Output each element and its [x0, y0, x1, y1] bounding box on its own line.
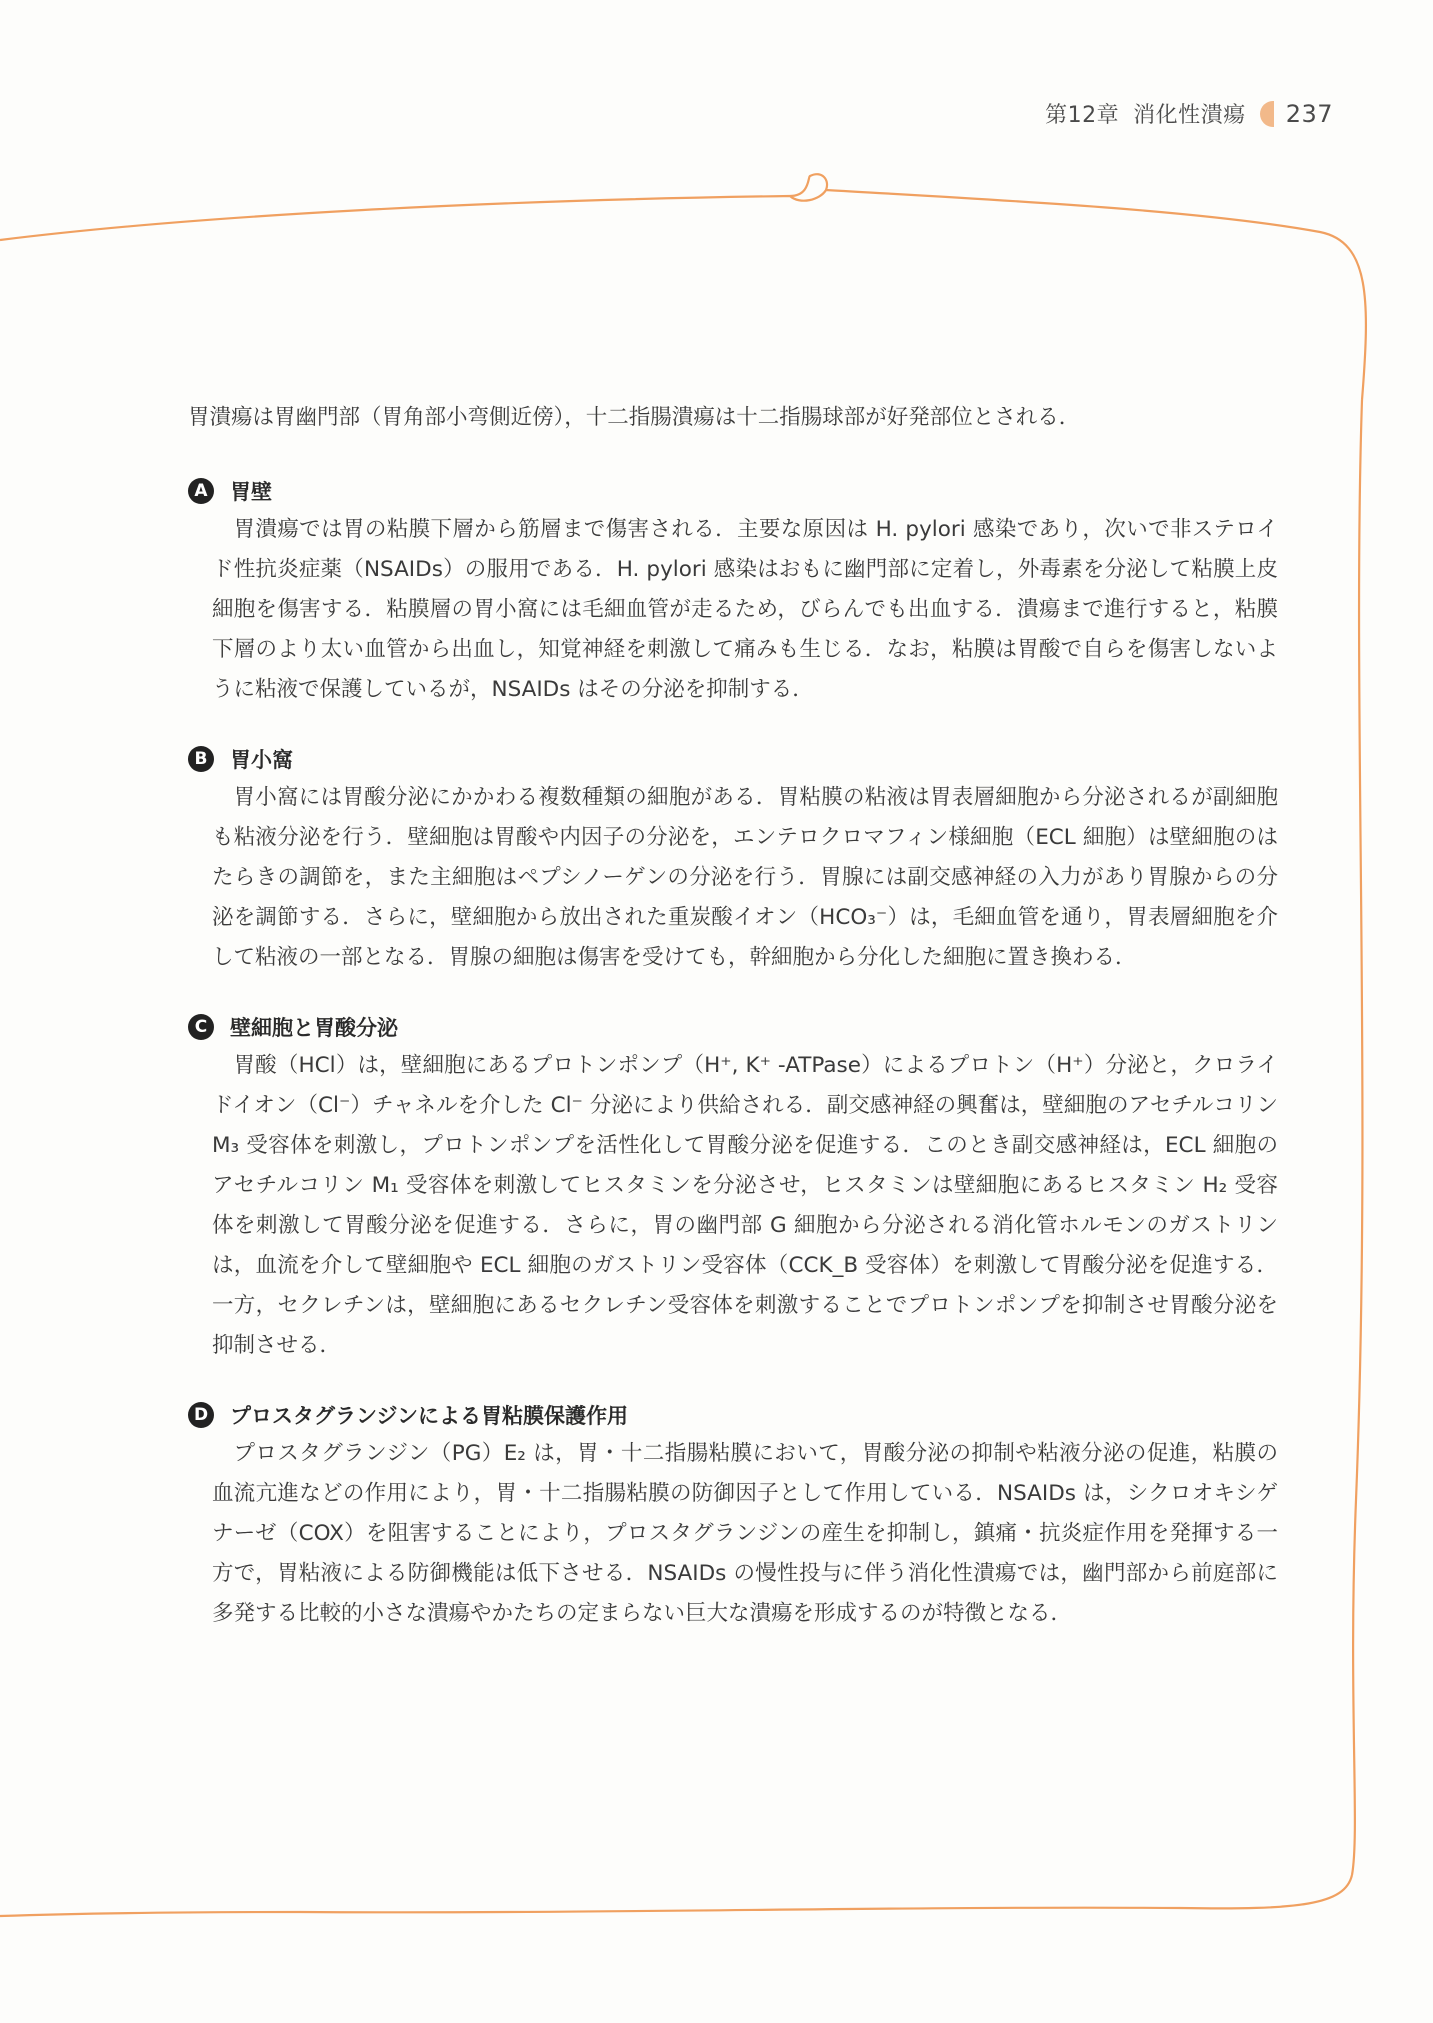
section-d — [188, 1400, 1278, 1634]
frame-right-border — [1352, 400, 1362, 1875]
section-heading — [188, 1012, 1278, 1042]
section-letter-badge: C — [188, 1014, 214, 1040]
frame-top-border — [0, 174, 1366, 400]
section-body: 胃潰瘍では胃の粘膜下層から筋層まで傷害される．主要な原因は H. pylori 感染であり，次いで非ステロイド性抗炎症薬（NSAIDs）の服用である．H. pylori 感染はおもに幽門部に定着し，外毒素を分泌して粘膜上皮細胞を傷害する．粘膜層の胃小窩には毛細血管が走るため，びらんでも出血する．潰瘍まで進行すると，粘膜下層のより太い血管から出血し，知覚神経を刺激して痛みも生じる．なお，粘膜は胃酸で自らを傷害しないように粘液で保護しているが，NSAIDs はその分泌を抑制する． — [212, 517, 1278, 702]
section-c — [188, 1012, 1278, 1366]
page-number: 237 — [1285, 99, 1333, 128]
section-letter-badge: B — [188, 746, 214, 772]
section-body: 胃酸（HCl）は，壁細胞にあるプロトンポンプ（H⁺, K⁺ -ATPase）によるプロトン（H⁺）分泌と，クロライドイオン（Cl⁻）チャネルを介した Cl⁻ 分泌により供給される．副交感神経の興奮は，壁細胞のアセチルコリン M₃ 受容体を刺激し，プロトンポンプを活性化して胃酸分泌を促進する．このとき副交感神経は，ECL 細胞のアセチルコリン M₁ 受容体を刺激してヒスタミンを分泌させ，ヒスタミンは壁細胞にあるヒスタミン H₂ 受容体を刺激して胃酸分泌を促進する．さらに，胃の幽門部 G 細胞から分泌される消化管ホルモンのガストリンは，血流を介して壁細胞や ECL 細胞のガストリン受容体（CCK_B 受容体）を刺激して胃酸分泌を促進する．一方，セクレチンは，壁細胞にあるセクレチン受容体を刺激することでプロトンポンプを抑制させ胃酸分泌を抑制させる． — [212, 1053, 1278, 1358]
chapter-label: 第12章 — [1045, 103, 1120, 128]
section-title: 胃壁 — [230, 480, 272, 504]
section-heading — [188, 744, 1278, 774]
section-letter-badge: D — [188, 1402, 214, 1428]
section-letter-badge: A — [188, 478, 214, 504]
section-a — [188, 476, 1278, 710]
chapter-tab-marker — [1260, 101, 1274, 127]
section-heading — [188, 1400, 1278, 1430]
chapter-title: 消化性潰瘍 — [1133, 103, 1246, 128]
section-title: 壁細胞と胃酸分泌 — [230, 1016, 398, 1040]
section-body: 胃小窩には胃酸分泌にかかわる複数種類の細胞がある．胃粘膜の粘液は胃表層細胞から分泌されるが副細胞も粘液分泌を行う．壁細胞は胃酸や内因子の分泌を，エンテロクロマフィン様細胞（ECL 細胞）は壁細胞のはたらきの調節を，また主細胞はペプシノーゲンの分泌を行う．胃腺には副交感神経の入力があり胃腺からの分泌を調節する．さらに，壁細胞から放出された重炭酸イオン（HCO₃⁻）は，毛細血管を通り，胃表層細胞を介して粘液の一部となる．胃腺の細胞は傷害を受けても，幹細胞から分化した細胞に置き換わる． — [212, 785, 1278, 970]
section-title: プロスタグランジンによる胃粘膜保護作用 — [230, 1404, 628, 1428]
running-header — [1045, 98, 1333, 129]
section-b — [188, 744, 1278, 978]
section-heading — [188, 476, 1278, 506]
main-content — [188, 398, 1278, 1668]
intro-paragraph: 胃潰瘍は胃幽門部（胃角部小弯側近傍），十二指腸潰瘍は十二指腸球部が好発部位とされる． — [188, 405, 1081, 430]
section-title: 胃小窩 — [230, 748, 293, 772]
section-body: プロスタグランジン（PG）E₂ は，胃・十二指腸粘膜において，胃酸分泌の抑制や粘液分泌の促進，粘膜の血流亢進などの作用により，胃・十二指腸粘膜の防御因子として作用している．NSAIDs は，シクロオキシゲナーゼ（COX）を阻害することにより，プロスタグランジンの産生を抑制し，鎮痛・抗炎症作用を発揮する一方で，胃粘液による防御機能は低下させる．NSAIDs の慢性投与に伴う消化性潰瘍では，幽門部から前庭部に多発する比較的小さな潰瘍やかたちの定まらない巨大な潰瘍を形成するのが特徴となる． — [212, 1441, 1278, 1626]
frame-bottom-border — [0, 1875, 1352, 1916]
